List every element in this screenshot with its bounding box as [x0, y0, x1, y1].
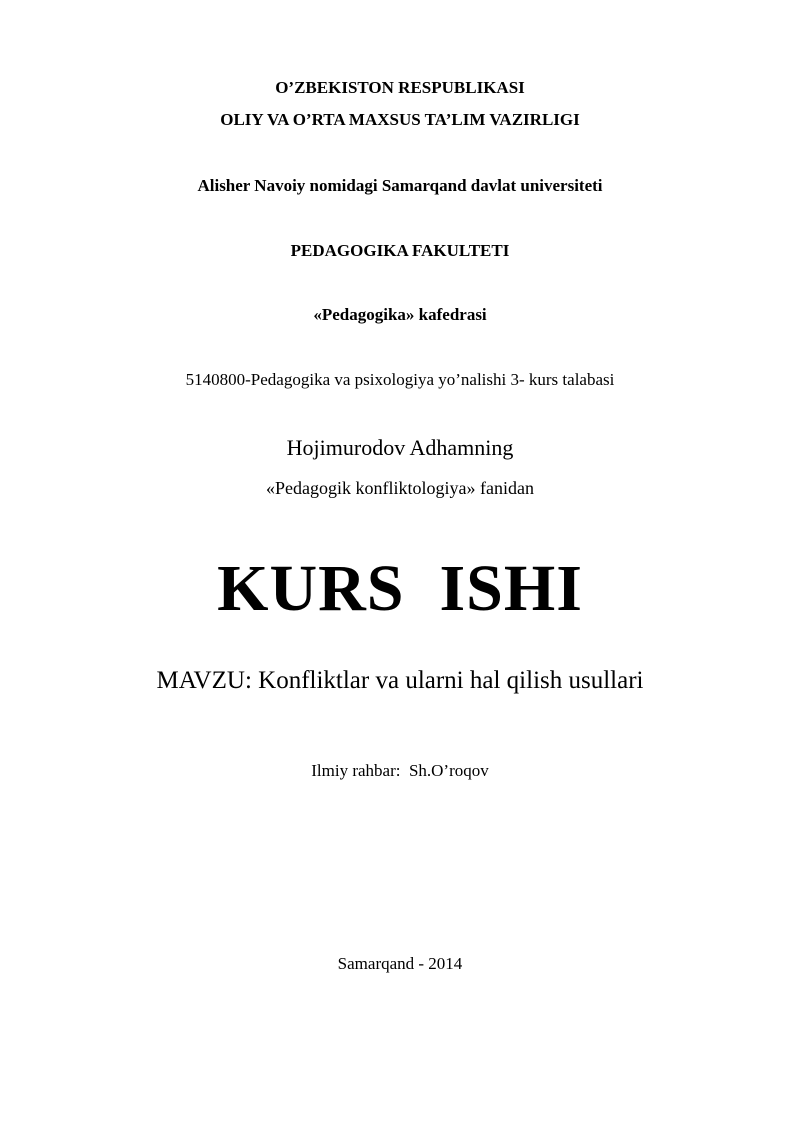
university-name: Alisher Navoiy nomidagi Samarqand davlat universiteti — [197, 176, 603, 195]
student-name: Hojimurodov Adhamning — [286, 435, 514, 460]
faculty-name: PEDAGOGIKA FAKULTETI — [290, 241, 510, 260]
city-year: Samarqand - 2014 — [337, 954, 463, 973]
republic-heading: O’ZBEKISTON RESPUBLIKASI — [275, 78, 525, 97]
subject-line: «Pedagogik konfliktologiya» fanidan — [266, 478, 534, 498]
advisor-line: Ilmiy rahbar: Sh.O’roqov — [311, 761, 489, 780]
department-name: «Pedagogika» kafedrasi — [313, 305, 487, 324]
topic-line: MAVZU: Konfliktlar va ularni hal qilish usullari — [156, 667, 644, 694]
study-direction: 5140800-Pedagogika va psixologiya yo’nalishi 3- kurs talabasi — [185, 370, 615, 389]
document-type-title: KURS ISHI — [217, 552, 583, 625]
ministry-heading: OLIY VA O’RTA MAXSUS TA’LIM VAZIRLIGI — [220, 110, 580, 129]
